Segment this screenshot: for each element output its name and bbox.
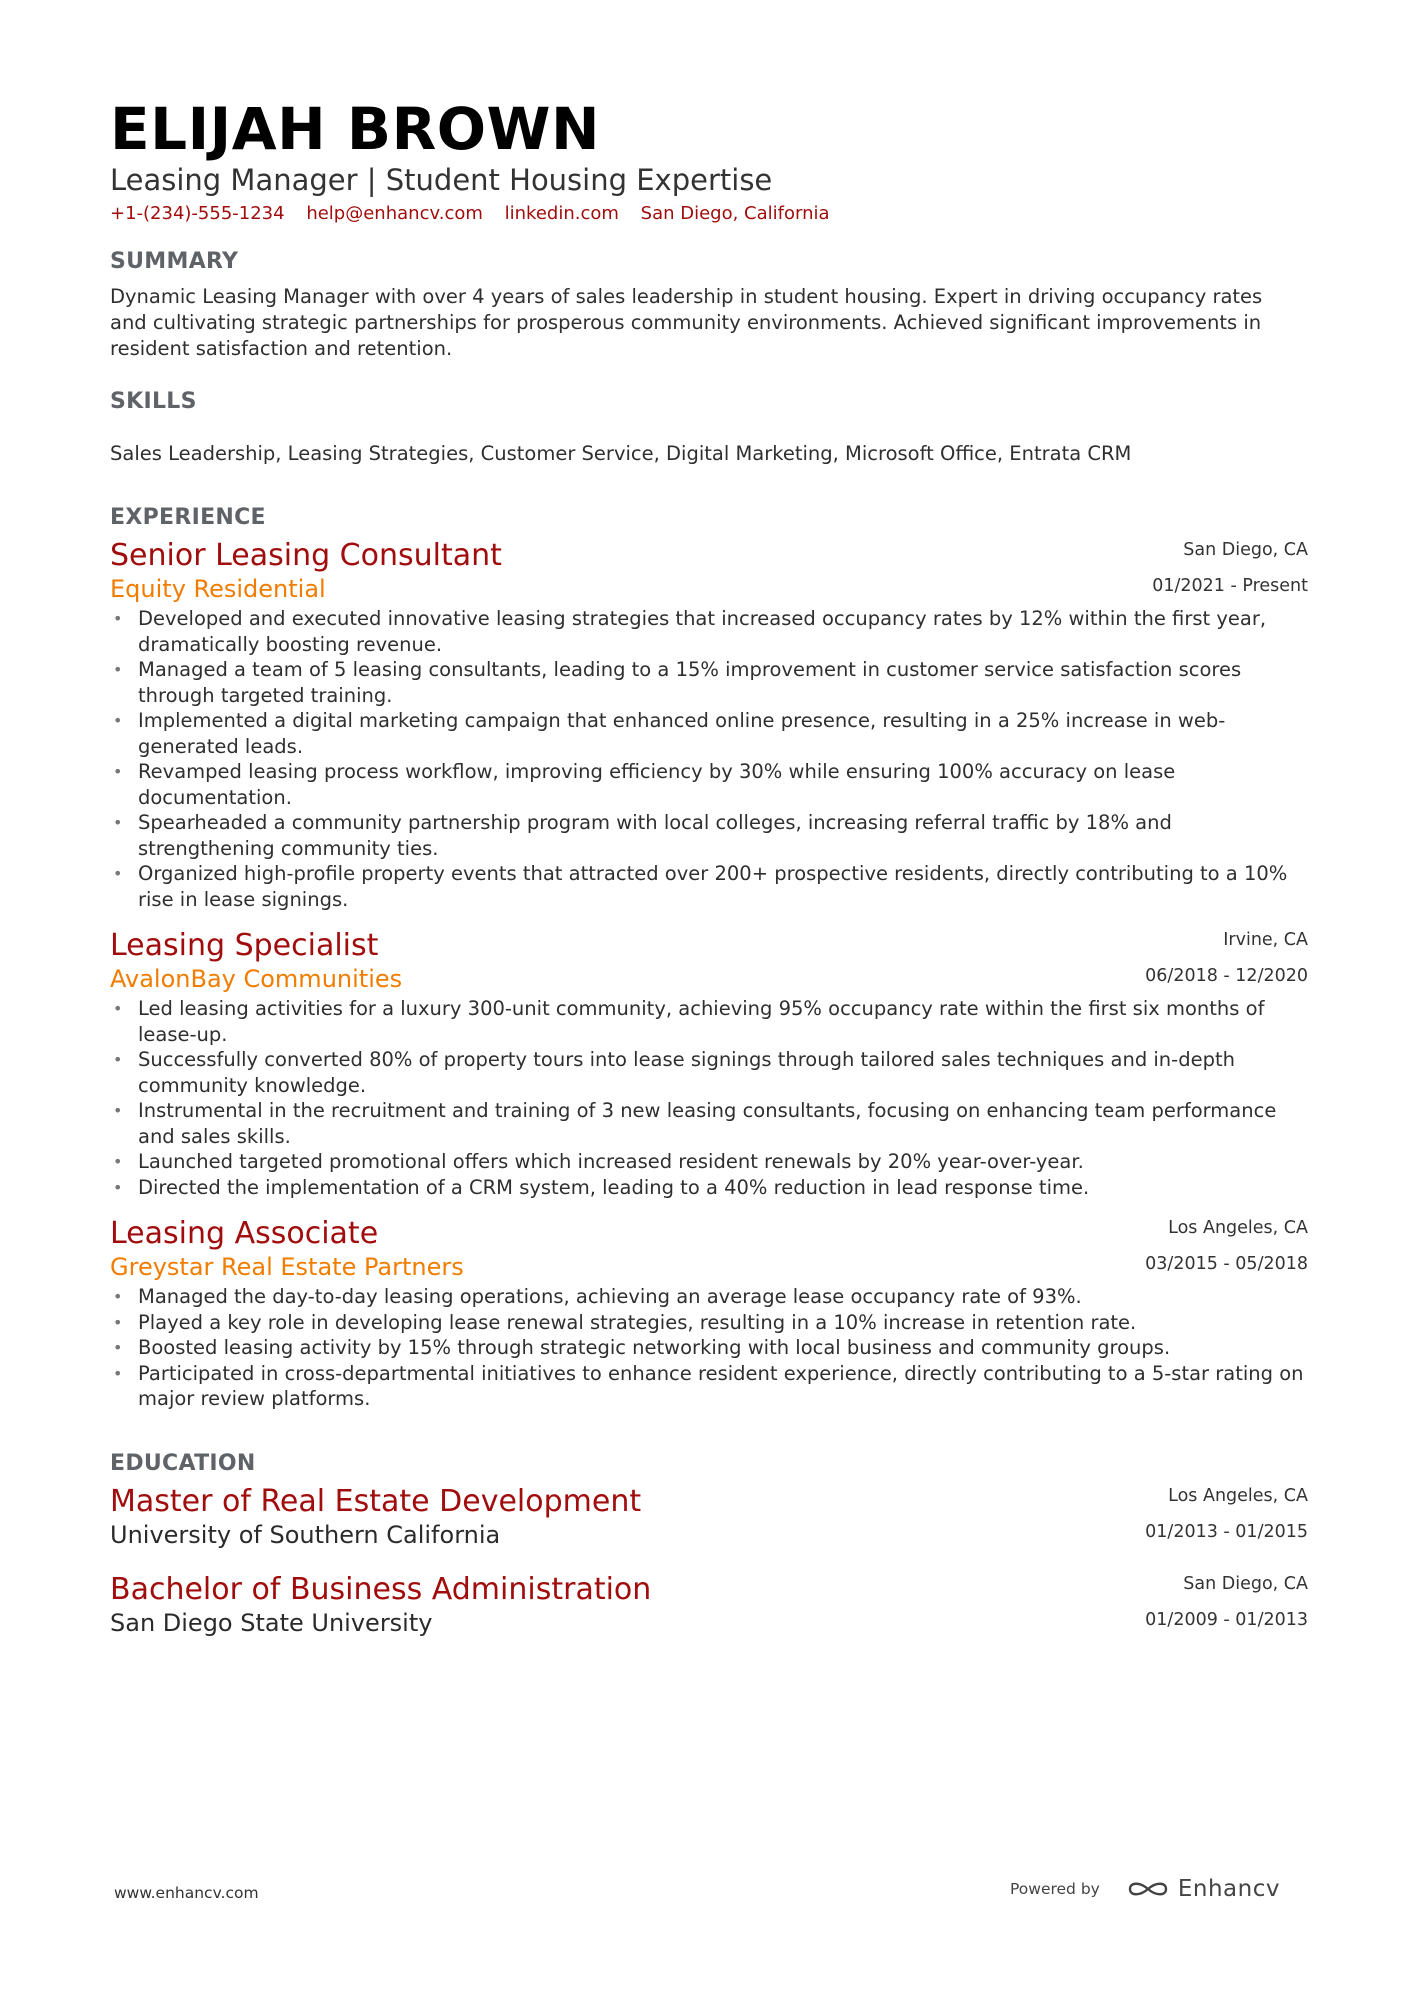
bullet-item: • Implemented a digital marketing campaign that enhanced online presence, resulting in a 25% increase in web-generated leads. <box>113 709 1226 758</box>
bullet-dot-icon: • <box>113 660 123 679</box>
bullet-item: • Launched targeted promotional offers which increased resident renewals by 20% year-over-year. <box>113 1150 1084 1173</box>
bullet-item: • Instrumental in the recruitment and training of 3 new leasing consultants, focusing on enhancing team performance and sales skills. <box>113 1099 1277 1148</box>
education-entry <box>110 1572 1308 1638</box>
candidate-name: ELIJAH BROWN <box>110 95 601 163</box>
bullet-dot-icon: • <box>113 1050 123 1069</box>
job-title: Senior Leasing Consultant <box>110 538 502 573</box>
footer-branding <box>1010 1876 1280 1902</box>
resume-page <box>110 96 1308 1638</box>
job-title: Leasing Specialist <box>110 928 379 963</box>
email-link[interactable]: help@enhancv.com <box>306 203 483 224</box>
contact-info <box>110 202 1308 226</box>
job-bullets <box>110 606 1308 912</box>
bullet-item: • Played a key role in developing lease renewal strategies, resulting in a 10% increase in retention rate. <box>113 1310 1137 1334</box>
headline: Leasing Manager | Student Housing Expertise <box>110 163 773 197</box>
education-heading: EDUCATION <box>110 1450 256 1476</box>
experience-entry <box>110 1216 1308 1412</box>
phone-link[interactable]: +1-(234)-555-1234 <box>110 203 285 224</box>
job-location: Irvine, CA <box>1223 930 1308 950</box>
job-company: Equity Residential <box>110 575 326 603</box>
enhancv-logo-icon <box>1126 1877 1170 1901</box>
linkedin-link[interactable]: linkedin.com <box>504 203 619 224</box>
school-name: San Diego State University <box>110 1608 433 1637</box>
bullet-dot-icon: • <box>113 1101 123 1120</box>
powered-by-label: Powered by <box>1010 1880 1100 1898</box>
experience-heading: EXPERIENCE <box>110 505 266 530</box>
bullet-dot-icon: • <box>113 1287 123 1306</box>
bullet-dot-icon: • <box>113 1363 123 1383</box>
bullet-item: • Managed a team of 5 leasing consultants, leading to a 15% improvement in customer service satisfaction scores through targeted training. <box>113 658 1242 707</box>
bullet-item: • Managed the day-to-day leasing operations, achieving an average lease occupancy rate of 93%. <box>113 1285 1082 1308</box>
job-dates: 03/2015 - 05/2018 <box>1145 1254 1308 1274</box>
bullet-item: • Participated in cross-departmental initiatives to enhance resident experience, directly contributing to a 5-star rating on major review platforms. <box>113 1361 1304 1410</box>
education-dates: 01/2009 - 01/2013 <box>1145 1609 1308 1630</box>
education-location: San Diego, CA <box>1183 1573 1308 1594</box>
skills-section <box>110 388 1308 467</box>
degree-title: Bachelor of Business Administration <box>110 1571 652 1607</box>
skills-heading: SKILLS <box>110 389 197 414</box>
job-dates: 06/2018 - 12/2020 <box>1145 966 1308 986</box>
bullet-item: • Developed and executed innovative leasing strategies that increased occupancy rates by 12% within the first year, dramatically boosting revenue. <box>113 607 1267 656</box>
education-dates: 01/2013 - 01/2015 <box>1145 1521 1308 1542</box>
education-entry <box>110 1484 1308 1550</box>
experience-section <box>110 504 1308 1412</box>
bullet-dot-icon: • <box>113 1312 123 1332</box>
summary-heading: SUMMARY <box>110 249 239 274</box>
job-bullets <box>110 996 1308 1200</box>
location-text: San Diego, California <box>640 203 830 224</box>
bullet-dot-icon: • <box>113 999 123 1018</box>
bullet-item: • Directed the implementation of a CRM system, leading to a 40% reduction in lead response time. <box>113 1175 1090 1199</box>
job-dates: 01/2021 - Present <box>1152 576 1308 596</box>
education-section <box>110 1450 1308 1638</box>
job-location: San Diego, CA <box>1183 540 1308 560</box>
bullet-dot-icon: • <box>113 1338 123 1357</box>
bullet-dot-icon: • <box>113 864 123 883</box>
bullet-item: • Spearheaded a community partnership program with local colleges, increasing referral traffic by 18% and strengthening community ties. <box>113 811 1172 860</box>
bullet-item: • Organized high-profile property events that attracted over 200+ prospective residents, directly contributing to a 10% rise in lease signings. <box>113 862 1288 911</box>
bullet-item: • Successfully converted 80% of property tours into lease signings through tailored sales techniques and in-depth community knowledge. <box>113 1048 1235 1097</box>
experience-entry <box>110 928 1308 1200</box>
bullet-dot-icon: • <box>113 813 123 832</box>
job-bullets <box>110 1284 1308 1412</box>
school-name: University of Southern California <box>110 1520 501 1549</box>
brand-name[interactable]: Enhancv <box>1177 1876 1280 1902</box>
skills-text: Sales Leadership, Leasing Strategies, Customer Service, Digital Marketing, Microsoft Office, Entrata CRM <box>110 442 1132 465</box>
bullet-item: • Boosted leasing activity by 15% through strategic networking with local business and community groups. <box>113 1336 1171 1359</box>
footer-website-link[interactable]: www.enhancv.com <box>114 1884 259 1902</box>
education-location: Los Angeles, CA <box>1168 1485 1308 1506</box>
degree-title: Master of Real Estate Development <box>110 1483 642 1519</box>
bullet-dot-icon: • <box>113 711 123 730</box>
bullet-dot-icon: • <box>113 609 123 628</box>
bullet-dot-icon: • <box>113 762 123 781</box>
job-company: AvalonBay Communities <box>110 965 403 993</box>
bullet-item: • Revamped leasing process workflow, improving efficiency by 30% while ensuring 100% accuracy on lease documentation. <box>113 760 1176 809</box>
summary-text: Dynamic Leasing Manager with over 4 years of sales leadership in student housing. Expert in driving occupancy rates and cultivating strategic partnerships for prosperous community environments. Achieved significant improvements in resident satisfaction and retention. <box>110 285 1263 360</box>
summary-section <box>110 248 1308 362</box>
job-company: Greystar Real Estate Partners <box>110 1253 464 1281</box>
job-location: Los Angeles, CA <box>1168 1218 1308 1238</box>
job-title: Leasing Associate <box>110 1216 379 1251</box>
experience-entry <box>110 538 1308 912</box>
bullet-dot-icon: • <box>113 1152 123 1171</box>
bullet-dot-icon: • <box>113 1177 123 1197</box>
bullet-item: • Led leasing activities for a luxury 300-unit community, achieving 95% occupancy rate within the first six months of lease-up. <box>113 997 1265 1046</box>
